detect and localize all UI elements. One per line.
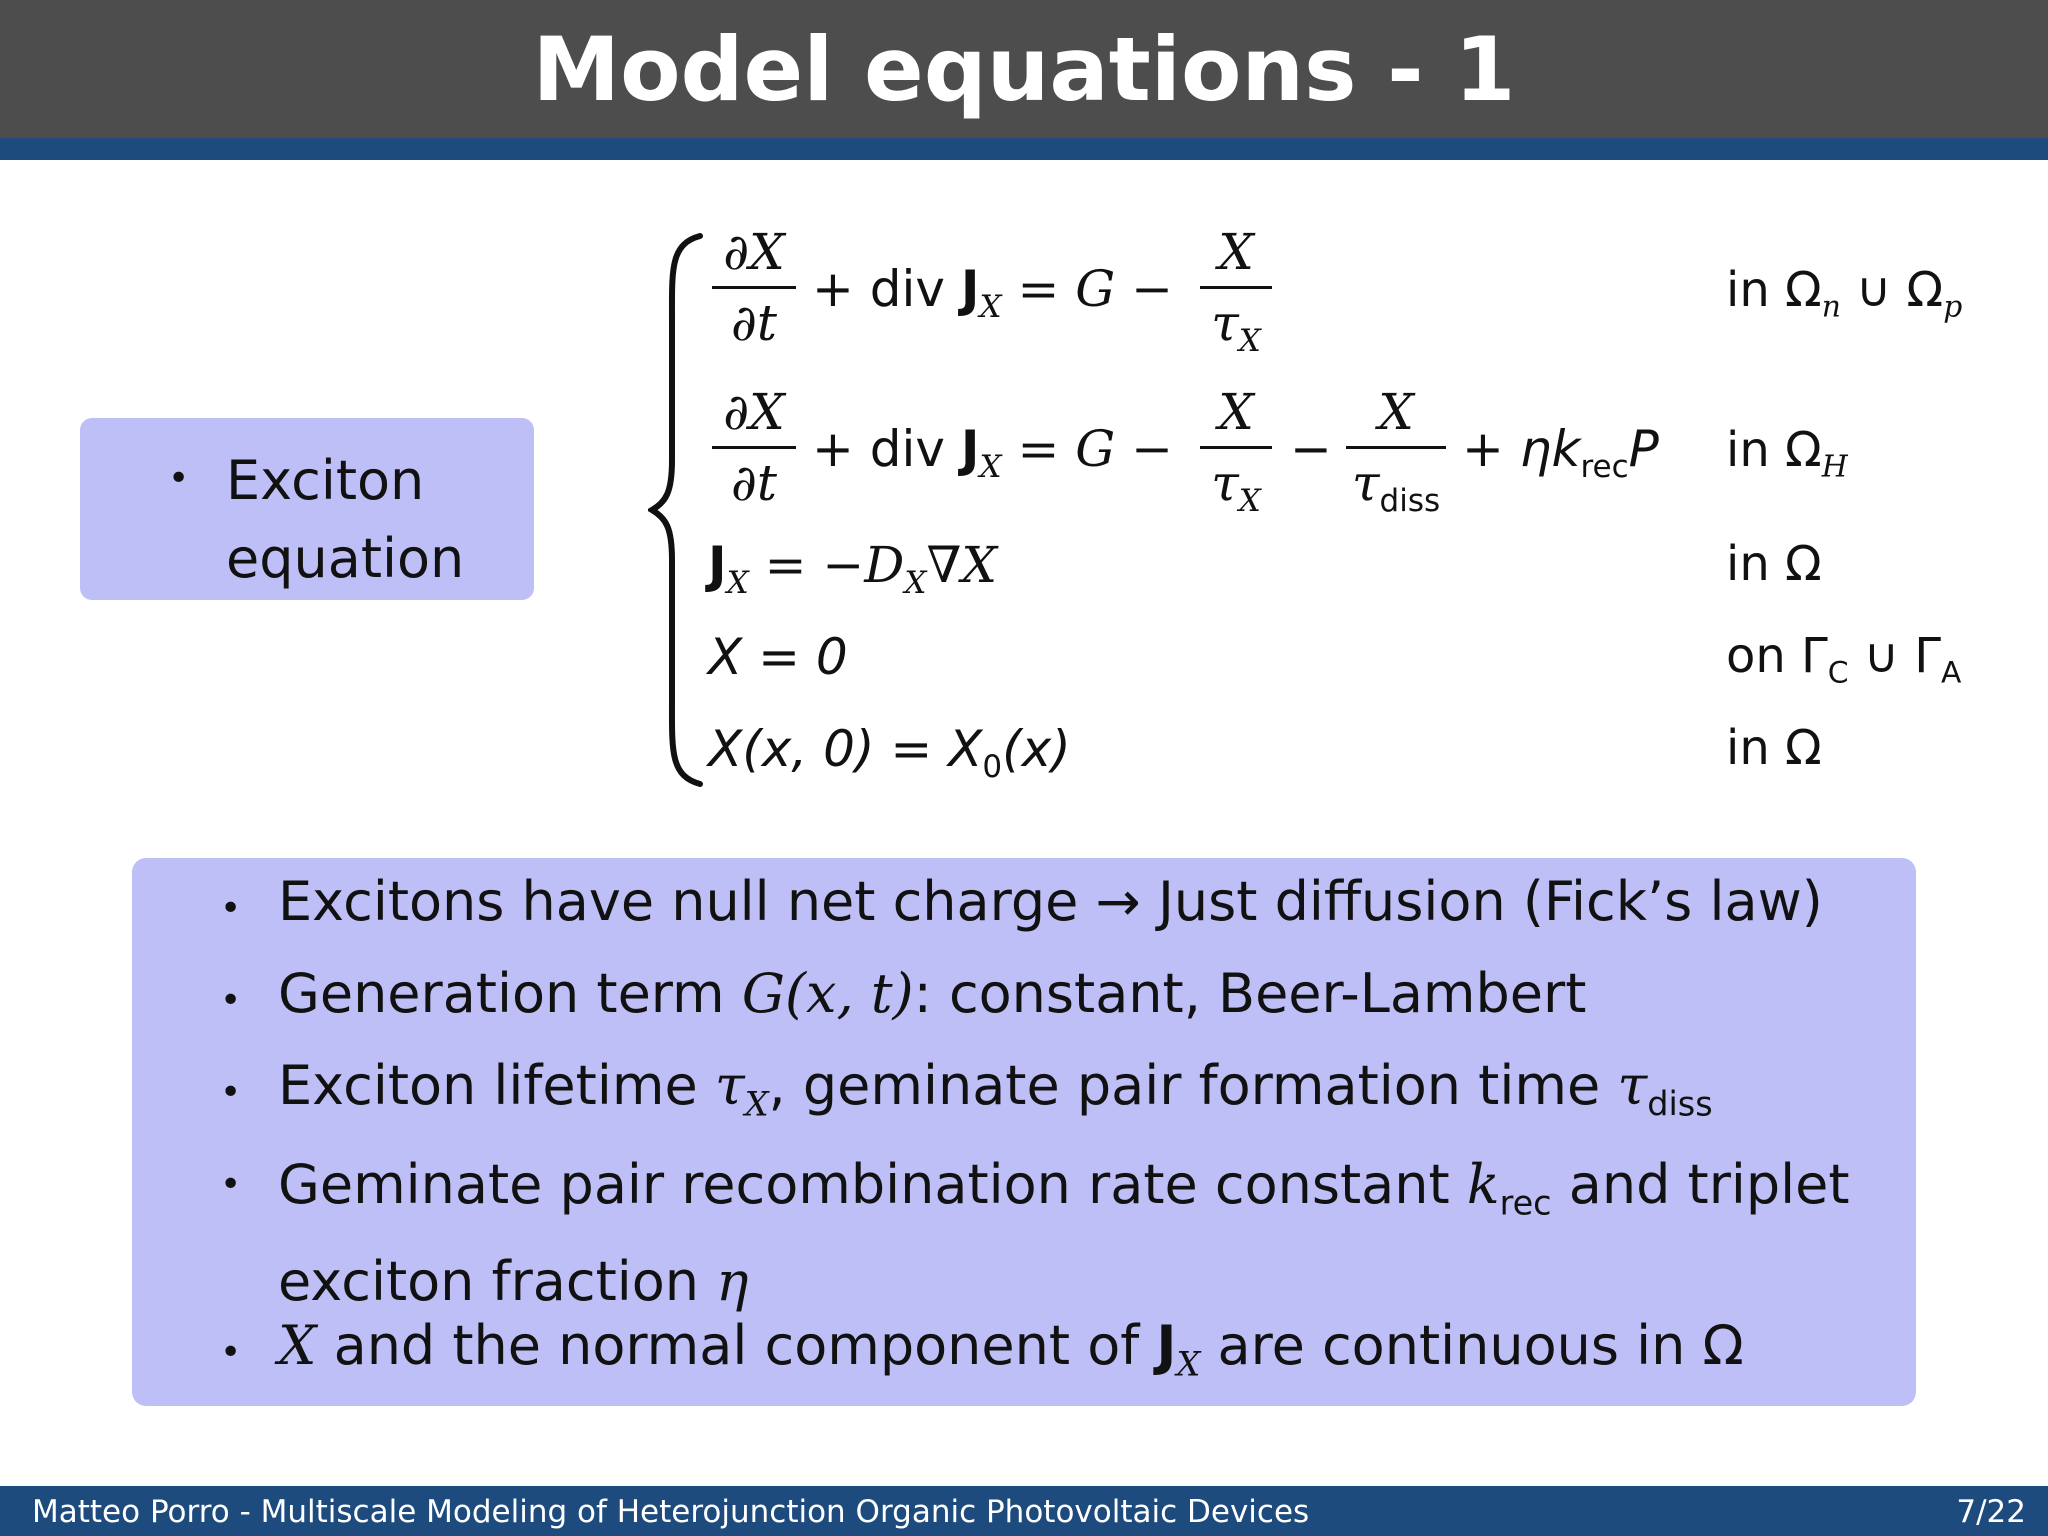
footer-title: Matteo Porro - Multiscale Modeling of Heterojunction Organic Photovoltaic Devices	[32, 1494, 1310, 1530]
bullet-icon: •	[220, 980, 242, 1021]
eq1-X-over-tau: X $\tau_X$	[1200, 222, 1272, 371]
eq2-minus: −	[1290, 420, 1332, 478]
condition-2: in $\Omega_H$	[1726, 422, 1848, 485]
bullet-icon: •	[220, 1164, 242, 1205]
footer-bar	[0, 1486, 2048, 1536]
list-item: Geminate pair recombination rate constant $k_{rec}$ and triplet exciton fraction η	[278, 1153, 1850, 1313]
eq1-middle: + div $J_X = G$ −	[812, 260, 1174, 325]
eq4-boundary: X = 0	[708, 628, 848, 686]
title-accent-bar	[0, 138, 2048, 160]
eq2-X-over-tauX: X $\tau_X$	[1200, 382, 1272, 531]
left-brace	[648, 230, 706, 790]
eq1-dX-dt: ∂X ∂t	[712, 222, 796, 353]
eq2-X-over-taudiss: X $\tau_{diss}$	[1346, 382, 1446, 531]
eq2-dX-dt: ∂X ∂t	[712, 382, 796, 513]
bullet-icon: •	[220, 1332, 242, 1373]
slide-title: Model equations - 1	[532, 17, 1516, 121]
condition-1: in $\Omega_n$ ∪ $\Omega_p$	[1726, 262, 1963, 325]
eq2-recombination: + $\eta k_{rec}P$	[1462, 420, 1659, 485]
eq5-initial: X(x, $0) = X_0(x)$	[708, 720, 1071, 785]
list-item: Excitons have null net charge → Just diffusion (Fick’s law)	[278, 870, 1823, 933]
side-label-line1: Exciton	[226, 449, 425, 512]
eq3-flux: $J_X = -D_X\nabla X$	[708, 536, 997, 601]
bullet-icon: •	[220, 888, 242, 929]
list-item: Exciton lifetime $\tau_X$, geminate pair formation time $\tau_{diss}$	[278, 1054, 1713, 1124]
list-item: X and the normal component of $J_X$ are continuous in Ω	[278, 1314, 1744, 1384]
condition-4: on $\Gamma_C$ ∪ $\Gamma_A$	[1726, 628, 1962, 691]
side-label-box	[80, 418, 534, 600]
bullet-icon: •	[168, 458, 190, 499]
side-label-line2: equation	[226, 527, 465, 590]
bullet-icon: •	[220, 1072, 242, 1113]
list-item: Generation term G(x, t): constant, Beer-Lambert	[278, 962, 1587, 1025]
condition-3: in Ω	[1726, 536, 1822, 592]
eq2-middle: + div $J_X = G$ −	[812, 420, 1174, 485]
title-bar	[0, 0, 2048, 138]
side-label	[226, 442, 526, 598]
condition-5: in Ω	[1726, 720, 1822, 776]
info-box	[132, 858, 1916, 1406]
page-number: 7/22	[1956, 1494, 2026, 1530]
